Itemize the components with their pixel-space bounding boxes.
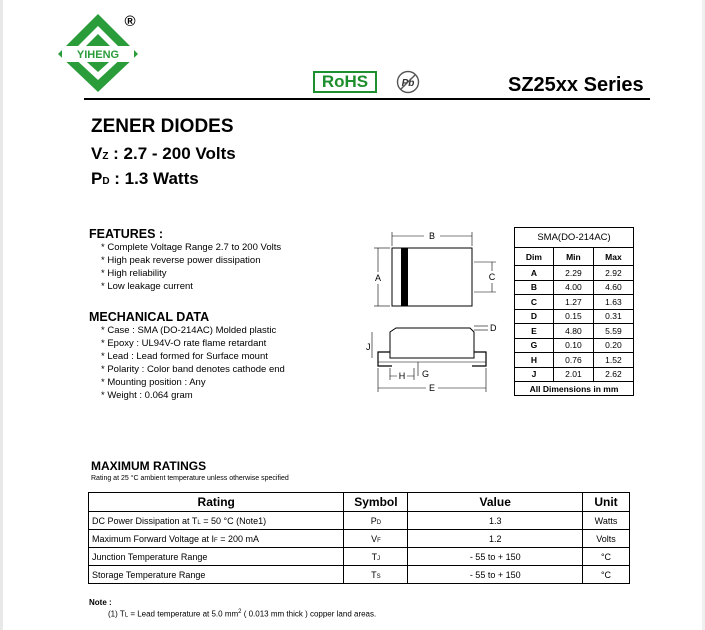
yiheng-logo xyxy=(56,12,146,94)
list-item: * Case : SMA (DO-214AC) Molded plastic xyxy=(101,324,285,337)
dimensions-table xyxy=(514,227,634,396)
table-row: DC Power Dissipation at TL = 50 °C (Note1) PD 1.3 Watts xyxy=(89,512,630,530)
table-row: C 1.27 1.63 xyxy=(515,295,634,310)
lead-free-icon xyxy=(396,70,420,94)
mechanical-list xyxy=(101,324,285,402)
voltage-spec: VZ : 2.7 - 200 Volts xyxy=(91,144,236,163)
table-row: G 0.10 0.20 xyxy=(515,338,634,353)
table-row: J 2.01 2.62 xyxy=(515,367,634,382)
column-header: Value xyxy=(408,493,583,512)
svg-text:G: G xyxy=(422,369,430,379)
dimensions-caption: SMA(DO-214AC) xyxy=(515,228,634,248)
column-header: Dim xyxy=(515,248,554,266)
list-item: * Lead : Lead formed for Surface mount xyxy=(101,350,285,363)
list-item: * Mounting position : Any xyxy=(101,376,285,389)
svg-text:Pb: Pb xyxy=(401,78,415,89)
ratings-subheading: Rating at 25 °C ambient temperature unless otherwise specified xyxy=(91,475,289,482)
list-item: * Low leakage current xyxy=(101,280,281,293)
svg-text:A: A xyxy=(374,273,382,283)
column-header: Symbol xyxy=(344,493,408,512)
table-row: Storage Temperature Range TS - 55 to + 150 °C xyxy=(89,566,630,584)
list-item: * Complete Voltage Range 2.7 to 200 Volts xyxy=(101,241,281,254)
features-heading: FEATURES : xyxy=(89,227,164,241)
ratings-heading: MAXIMUM RATINGS xyxy=(91,459,207,473)
table-row: E 4.80 5.59 xyxy=(515,324,634,339)
svg-text:E: E xyxy=(428,383,436,393)
column-header: Unit xyxy=(583,493,630,512)
svg-text:C: C xyxy=(488,272,496,282)
table-row: A 2.29 2.92 xyxy=(515,266,634,281)
list-item: * Polarity : Color band denotes cathode end xyxy=(101,363,285,376)
header-divider xyxy=(84,98,650,100)
table-row: D 0.15 0.31 xyxy=(515,309,634,324)
column-header: Max xyxy=(593,248,633,266)
table-row: H 0.76 1.52 xyxy=(515,353,634,368)
rohs-badge: RoHS xyxy=(313,71,377,93)
table-row: Junction Temperature Range TJ - 55 to + 150 °C xyxy=(89,548,630,566)
ratings-table xyxy=(88,492,630,584)
features-list xyxy=(101,241,281,293)
svg-text:D: D xyxy=(490,323,497,333)
note-text: (1) TL = Lead temperature at 5.0 $mm^2$ ( 0.013 mm thick ) copper land areas. xyxy=(108,609,377,619)
power-spec: PD : 1.3 Watts xyxy=(91,169,199,188)
list-item: * High reliability xyxy=(101,267,281,280)
table-row: B 4.00 4.60 xyxy=(515,280,634,295)
column-header: Min xyxy=(553,248,593,266)
column-header: Rating xyxy=(89,493,344,512)
mechanical-heading: MECHANICAL DATA xyxy=(89,310,210,324)
note-label: Note : xyxy=(89,598,112,607)
list-item: * Weight : 0.064 gram xyxy=(101,389,285,402)
dimensions-footer: All Dimensions in mm xyxy=(515,382,634,396)
list-item: * Epoxy : UL94V-O rate flame retardant xyxy=(101,337,285,350)
svg-text:H: H xyxy=(398,371,406,381)
table-row: Maximum Forward Voltage at IF = 200 mA VF 1.2 Volts xyxy=(89,530,630,548)
package-outline-diagram xyxy=(366,228,506,398)
list-item: * High peak reverse power dissipation xyxy=(101,254,281,267)
page-edge-left xyxy=(0,0,3,630)
series-title: SZ25xx Series xyxy=(508,74,644,96)
svg-text:YIHENG: YIHENG xyxy=(76,49,120,61)
svg-text:J: J xyxy=(366,342,371,352)
page-title: ZENER DIODES xyxy=(91,116,234,137)
svg-text:®: ® xyxy=(124,13,136,30)
svg-text:B: B xyxy=(428,231,436,241)
